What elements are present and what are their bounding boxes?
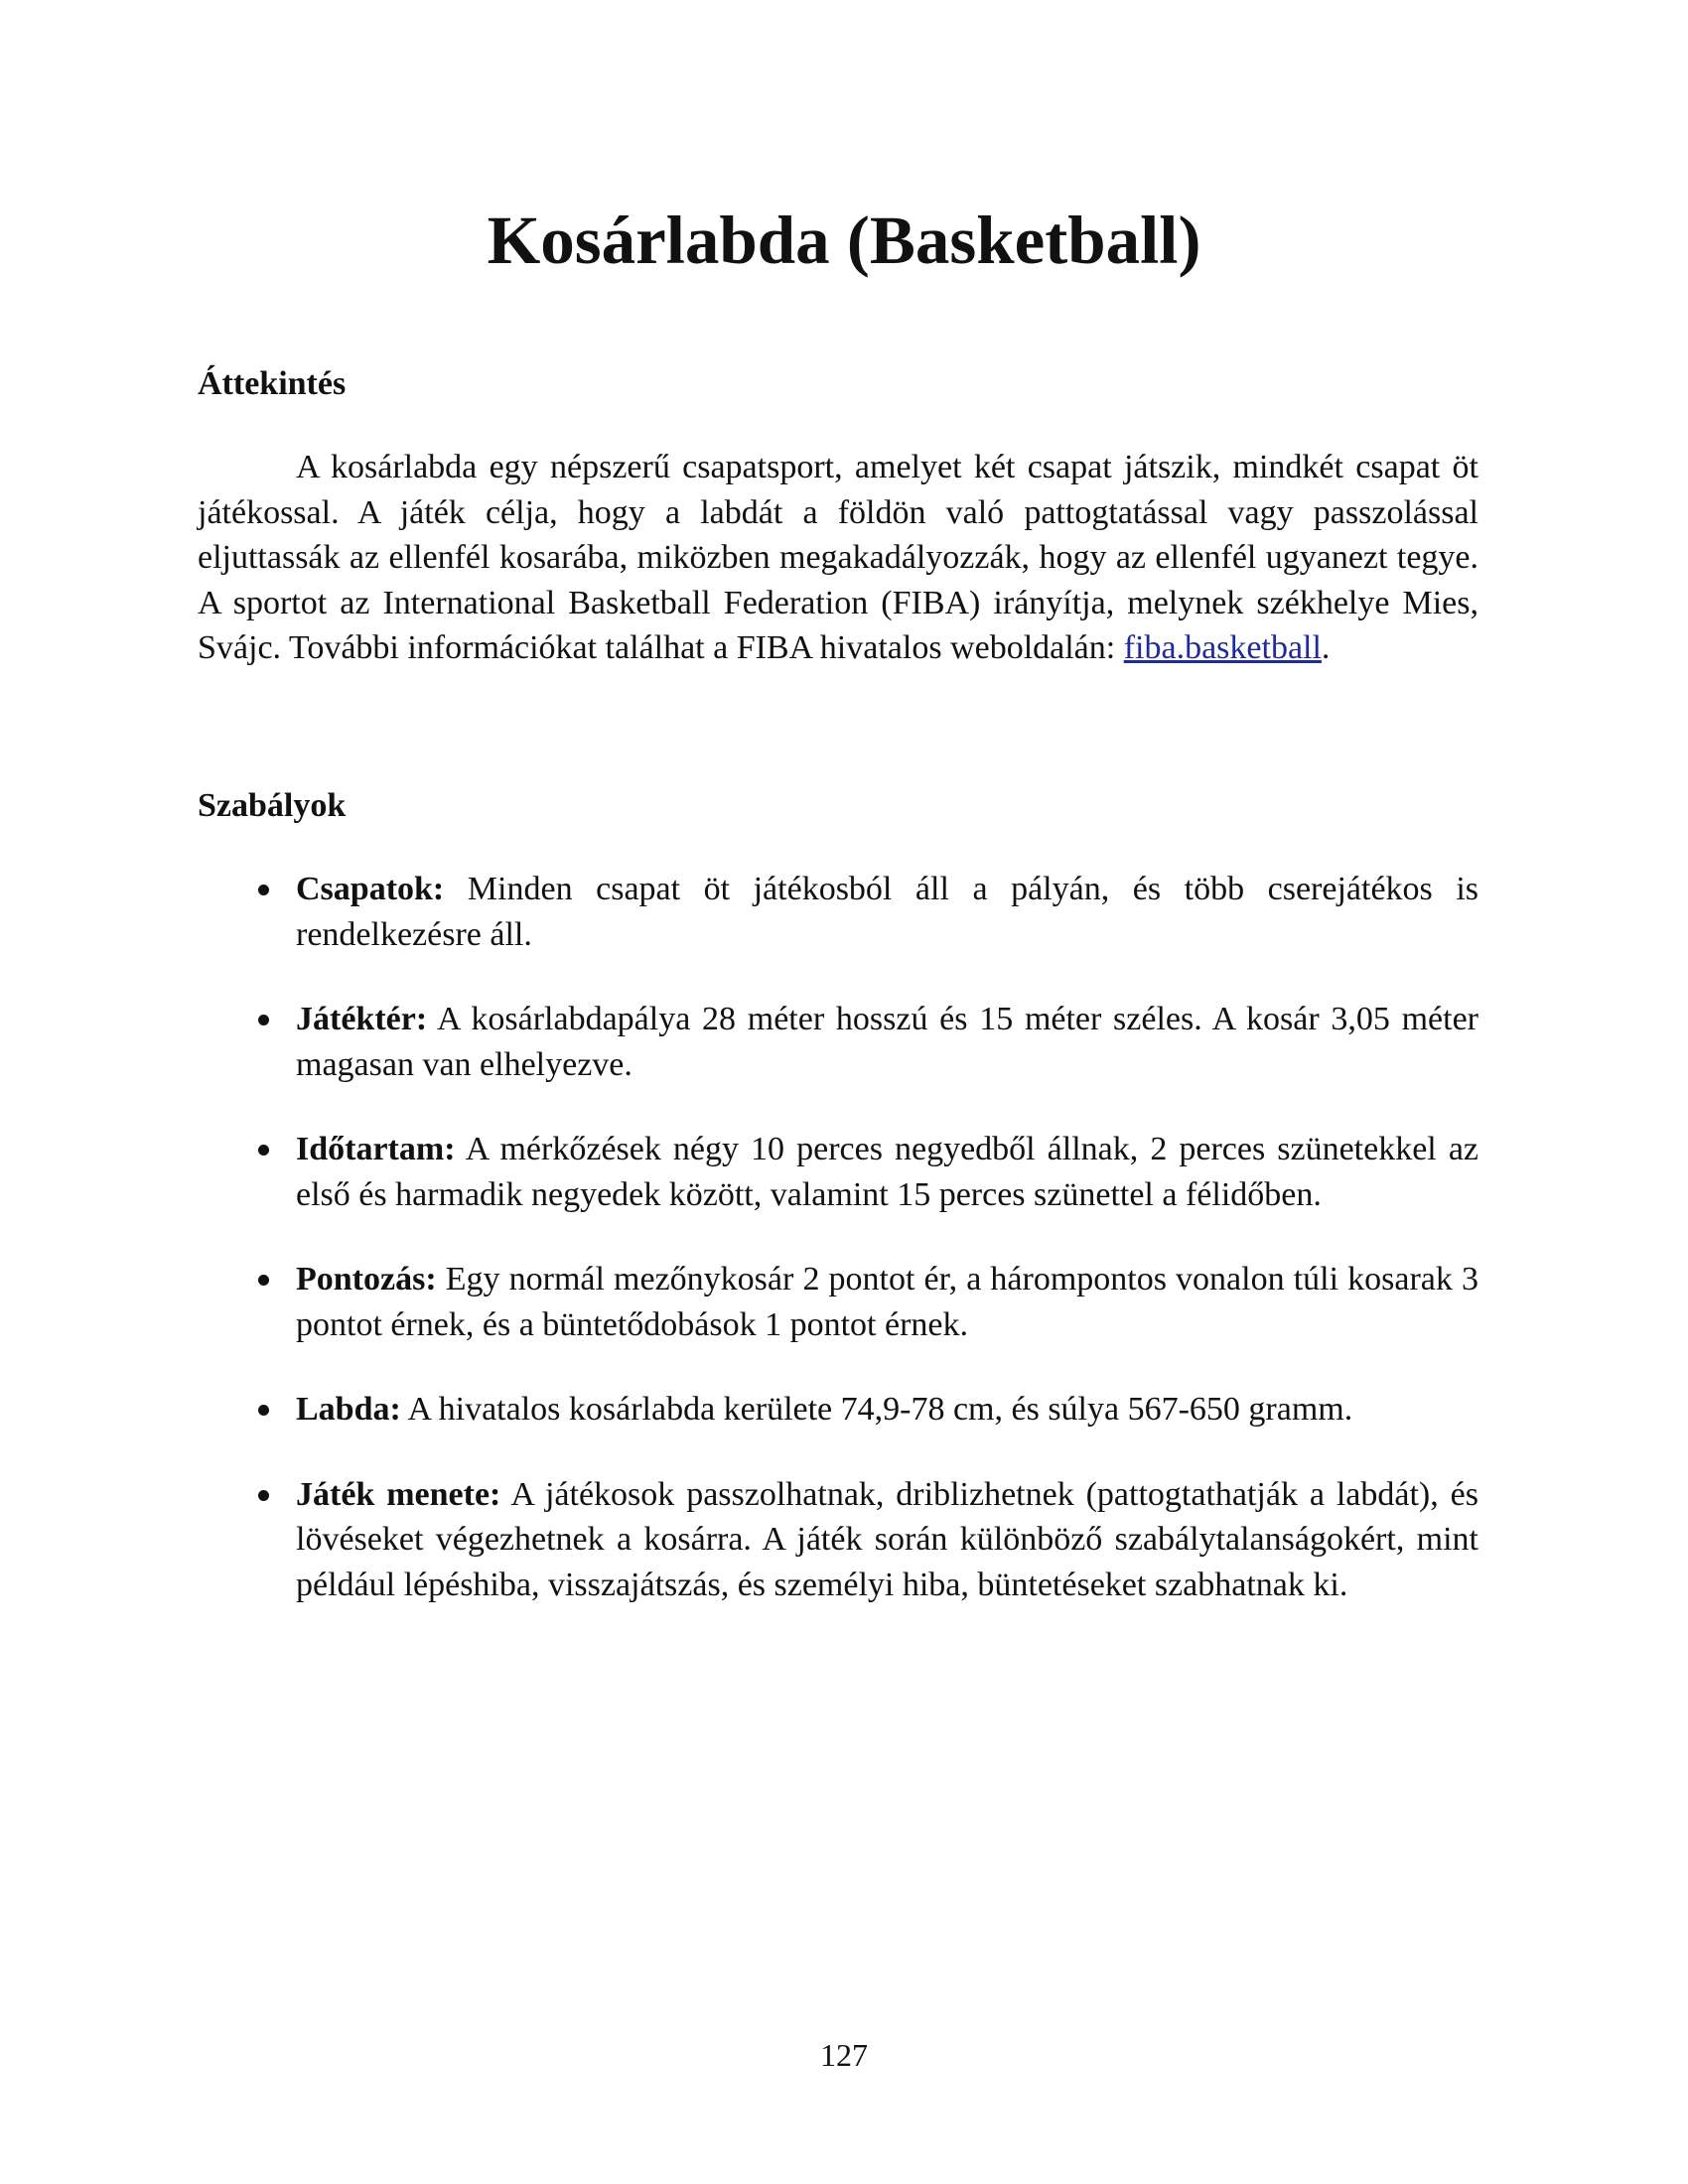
bullet-icon xyxy=(258,1405,269,1416)
rule-item-ball xyxy=(198,1387,1478,1433)
rule-item-teams xyxy=(198,867,1478,957)
rule-term: Pontozás: xyxy=(296,1261,437,1297)
overview-heading: Áttekintés xyxy=(198,365,347,402)
fiba-link[interactable]: fiba.basketball xyxy=(1123,629,1322,666)
bullet-icon xyxy=(258,1145,269,1156)
rule-item-gameplay xyxy=(198,1472,1478,1608)
rule-text: A hivatalos kosárlabda kerülete 74,9-78 cm, és súlya 567-650 gramm. xyxy=(400,1391,1353,1428)
overview-text: A kosárlabda egy népszerű csapatsport, amelyet két csapat játszik, mindkét csapat öt játékossal. A játék célja, hogy a labdát a földön való pattogtatással vagy passzolással eljuttassák az ellenfél kosarába, miközben megakadályozzák, hogy az ellenfél ugyanezt tegye. A sportot az International Basketball Federation (FIBA) irányítja, melynek székhelye Mies, Svájc. További információkat találhat a FIBA hivatalos weboldalán: xyxy=(198,449,1478,666)
rules-heading: Szabályok xyxy=(198,787,347,824)
rule-text: Egy normál mezőnykosár 2 pontot ér, a hárompontos vonalon túli kosarak 3 pontot érnek, és a büntetődobások 1 pontot érnek. xyxy=(296,1261,1478,1343)
rule-text: Minden csapat öt játékosból áll a pályán, és több cserejátékos is rendelkezésre áll. xyxy=(296,871,1478,953)
rule-term: Labda: xyxy=(296,1391,401,1428)
bullet-icon xyxy=(258,1275,269,1286)
rule-text: A mérkőzések négy 10 perces negyedből állnak, 2 perces szünetekkel az első és harmadik negyedek között, valamint 15 perces szünettel a félidőben. xyxy=(296,1131,1478,1213)
overview-text-end: . xyxy=(1321,629,1331,666)
page-title: Kosárlabda (Basketball) xyxy=(487,203,1201,278)
bullet-icon xyxy=(258,885,269,895)
bullet-icon xyxy=(258,1015,269,1025)
rule-term: Játéktér: xyxy=(296,1001,428,1037)
rule-item-court xyxy=(198,997,1478,1087)
rule-text: A kosárlabdapálya 28 méter hosszú és 15 méter széles. A kosár 3,05 méter magasan van elhelyezve. xyxy=(296,1001,1478,1083)
rule-item-scoring xyxy=(198,1257,1478,1347)
bullet-icon xyxy=(258,1490,269,1501)
rule-text: A játékosok passzolhatnak, driblizhetnek (pattogtathatják a labdát), és lövéseket végezhetnek a kosárra. A játék során különböző szabálytalanságokért, mint például lépéshiba, visszajátszás, és személyi hiba, büntetéseket szabhatnak ki. xyxy=(296,1475,1478,1603)
rule-term: Csapatok: xyxy=(296,871,445,907)
rules-list xyxy=(198,867,1478,1647)
overview-paragraph xyxy=(198,445,1478,671)
rule-term: Játék menete: xyxy=(296,1475,501,1513)
rule-item-duration xyxy=(198,1127,1478,1217)
page-number: 127 xyxy=(820,2037,868,2073)
rule-term: Időtartam: xyxy=(296,1131,456,1167)
